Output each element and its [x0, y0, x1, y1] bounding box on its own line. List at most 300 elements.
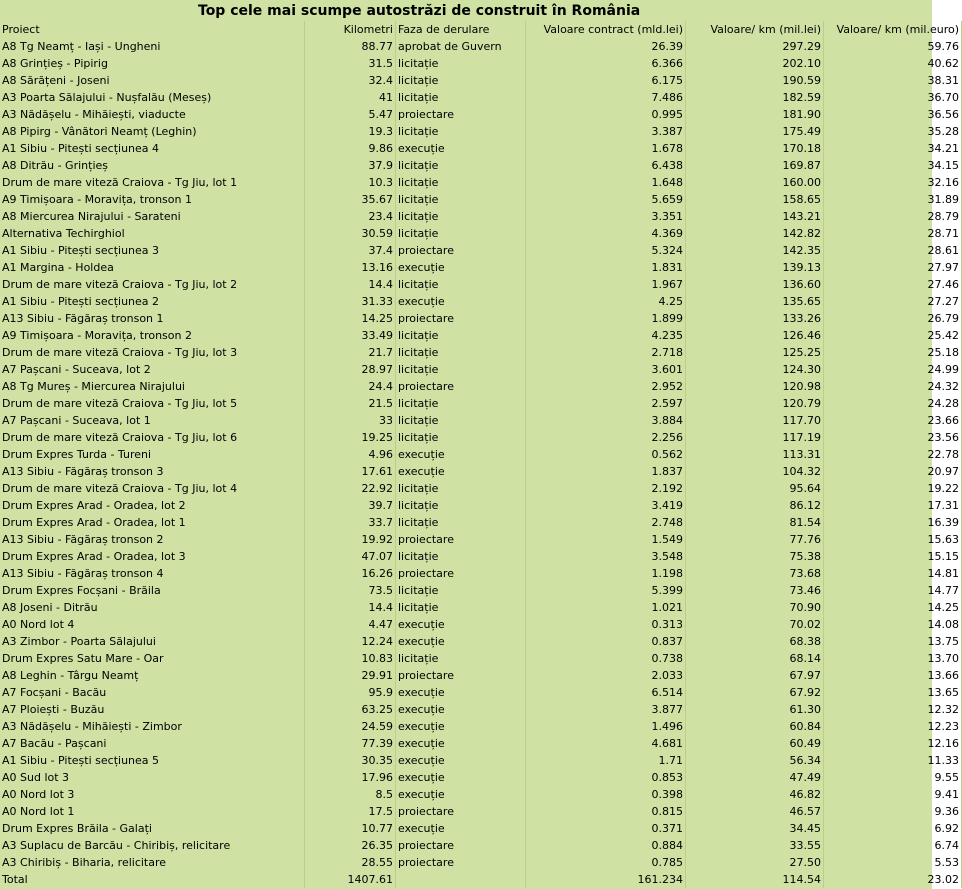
cell-km[interactable]: 10.77	[305, 820, 396, 837]
cell-contract-value[interactable]: 4.25	[526, 293, 686, 310]
cell-project[interactable]: A13 Sibiu - Făgăraș tronson 4	[0, 565, 305, 582]
cell-value-per-km-lei[interactable]: 160.00	[686, 174, 824, 191]
cell-project[interactable]: A0 Nord lot 3	[0, 786, 305, 803]
cell-phase[interactable]: execuție	[396, 820, 526, 837]
cell-phase[interactable]: proiectare	[396, 667, 526, 684]
total-phase[interactable]	[396, 871, 526, 888]
cell-value-per-km-lei[interactable]: 120.98	[686, 378, 824, 395]
cell-km[interactable]: 73.5	[305, 582, 396, 599]
cell-value-per-km-lei[interactable]: 158.65	[686, 191, 824, 208]
cell-phase[interactable]: licitație	[396, 361, 526, 378]
cell-phase[interactable]: execuție	[396, 633, 526, 650]
cell-phase[interactable]: proiectare	[396, 106, 526, 123]
cell-contract-value[interactable]: 0.815	[526, 803, 686, 820]
cell-project[interactable]: A8 Tg Neamț - Iași - Ungheni	[0, 38, 305, 55]
cell-contract-value[interactable]: 3.419	[526, 497, 686, 514]
cell-contract-value[interactable]: 2.256	[526, 429, 686, 446]
cell-value-per-km-lei[interactable]: 133.26	[686, 310, 824, 327]
cell-value-per-km-euro[interactable]: 34.21	[824, 140, 962, 157]
cell-contract-value[interactable]: 7.486	[526, 89, 686, 106]
cell-km[interactable]: 24.4	[305, 378, 396, 395]
cell-value-per-km-lei[interactable]: 67.92	[686, 684, 824, 701]
cell-project[interactable]: A3 Suplacu de Barcău - Chiribiș, relicitare	[0, 837, 305, 854]
cell-project[interactable]: Drum de mare viteză Craiova - Tg Jiu, lot 1	[0, 174, 305, 191]
total-value-per-km-euro[interactable]: 23.02	[824, 871, 962, 888]
cell-contract-value[interactable]: 1.496	[526, 718, 686, 735]
cell-value-per-km-lei[interactable]: 169.87	[686, 157, 824, 174]
cell-value-per-km-lei[interactable]: 46.82	[686, 786, 824, 803]
cell-km[interactable]: 8.5	[305, 786, 396, 803]
cell-phase[interactable]: execuție	[396, 786, 526, 803]
cell-project[interactable]: A8 Leghin - Târgu Neamț	[0, 667, 305, 684]
cell-value-per-km-euro[interactable]: 31.89	[824, 191, 962, 208]
cell-project[interactable]: A9 Timișoara - Moravița, tronson 1	[0, 191, 305, 208]
cell-value-per-km-euro[interactable]: 14.08	[824, 616, 962, 633]
cell-phase[interactable]: proiectare	[396, 854, 526, 871]
cell-contract-value[interactable]: 2.718	[526, 344, 686, 361]
cell-project[interactable]: Drum Expres Focșani - Brăila	[0, 582, 305, 599]
cell-project[interactable]: A3 Poarta Sălajului - Nușfalău (Meseș)	[0, 89, 305, 106]
cell-value-per-km-lei[interactable]: 56.34	[686, 752, 824, 769]
cell-contract-value[interactable]: 1.71	[526, 752, 686, 769]
cell-project[interactable]: A1 Sibiu - Pitești secțiunea 5	[0, 752, 305, 769]
cell-km[interactable]: 22.92	[305, 480, 396, 497]
cell-km[interactable]: 37.4	[305, 242, 396, 259]
cell-km[interactable]: 26.35	[305, 837, 396, 854]
cell-phase[interactable]: proiectare	[396, 531, 526, 548]
cell-value-per-km-lei[interactable]: 67.97	[686, 667, 824, 684]
cell-phase[interactable]: proiectare	[396, 242, 526, 259]
cell-value-per-km-euro[interactable]: 15.63	[824, 531, 962, 548]
cell-contract-value[interactable]: 6.514	[526, 684, 686, 701]
cell-phase[interactable]: proiectare	[396, 310, 526, 327]
cell-phase[interactable]: licitație	[396, 429, 526, 446]
cell-km[interactable]: 77.39	[305, 735, 396, 752]
cell-value-per-km-euro[interactable]: 12.23	[824, 718, 962, 735]
cell-km[interactable]: 5.47	[305, 106, 396, 123]
cell-phase[interactable]: proiectare	[396, 378, 526, 395]
cell-value-per-km-lei[interactable]: 70.90	[686, 599, 824, 616]
cell-value-per-km-euro[interactable]: 13.70	[824, 650, 962, 667]
cell-value-per-km-euro[interactable]: 14.77	[824, 582, 962, 599]
cell-phase[interactable]: licitație	[396, 225, 526, 242]
cell-value-per-km-lei[interactable]: 135.65	[686, 293, 824, 310]
cell-km[interactable]: 4.47	[305, 616, 396, 633]
cell-value-per-km-euro[interactable]: 17.31	[824, 497, 962, 514]
cell-km[interactable]: 31.5	[305, 55, 396, 72]
cell-contract-value[interactable]: 1.198	[526, 565, 686, 582]
cell-project[interactable]: A9 Timișoara - Moravița, tronson 2	[0, 327, 305, 344]
total-value-per-km-lei[interactable]: 114.54	[686, 871, 824, 888]
cell-project[interactable]: A1 Sibiu - Pitești secțiunea 2	[0, 293, 305, 310]
cell-km[interactable]: 29.91	[305, 667, 396, 684]
cell-value-per-km-euro[interactable]: 25.18	[824, 344, 962, 361]
cell-km[interactable]: 16.26	[305, 565, 396, 582]
cell-value-per-km-euro[interactable]: 32.16	[824, 174, 962, 191]
cell-value-per-km-euro[interactable]: 12.16	[824, 735, 962, 752]
cell-phase[interactable]: execuție	[396, 752, 526, 769]
cell-value-per-km-lei[interactable]: 297.29	[686, 38, 824, 55]
cell-value-per-km-lei[interactable]: 182.59	[686, 89, 824, 106]
cell-contract-value[interactable]: 0.313	[526, 616, 686, 633]
cell-value-per-km-lei[interactable]: 139.13	[686, 259, 824, 276]
cell-value-per-km-euro[interactable]: 15.15	[824, 548, 962, 565]
cell-project[interactable]: Drum Expres Brăila - Galați	[0, 820, 305, 837]
cell-value-per-km-lei[interactable]: 113.31	[686, 446, 824, 463]
cell-value-per-km-euro[interactable]: 24.32	[824, 378, 962, 395]
cell-phase[interactable]: licitație	[396, 191, 526, 208]
cell-contract-value[interactable]: 0.785	[526, 854, 686, 871]
cell-contract-value[interactable]: 1.837	[526, 463, 686, 480]
cell-km[interactable]: 28.55	[305, 854, 396, 871]
cell-value-per-km-lei[interactable]: 104.32	[686, 463, 824, 480]
cell-value-per-km-lei[interactable]: 60.49	[686, 735, 824, 752]
cell-value-per-km-euro[interactable]: 16.39	[824, 514, 962, 531]
cell-project[interactable]: Drum Expres Arad - Oradea, lot 3	[0, 548, 305, 565]
cell-value-per-km-euro[interactable]: 36.70	[824, 89, 962, 106]
cell-km[interactable]: 37.9	[305, 157, 396, 174]
cell-contract-value[interactable]: 1.648	[526, 174, 686, 191]
cell-value-per-km-euro[interactable]: 23.56	[824, 429, 962, 446]
cell-value-per-km-lei[interactable]: 181.90	[686, 106, 824, 123]
cell-contract-value[interactable]: 1.899	[526, 310, 686, 327]
cell-project[interactable]: Drum Expres Satu Mare - Oar	[0, 650, 305, 667]
cell-contract-value[interactable]: 3.548	[526, 548, 686, 565]
cell-km[interactable]: 9.86	[305, 140, 396, 157]
cell-value-per-km-euro[interactable]: 6.74	[824, 837, 962, 854]
cell-contract-value[interactable]: 0.837	[526, 633, 686, 650]
cell-value-per-km-euro[interactable]: 36.56	[824, 106, 962, 123]
cell-project[interactable]: A0 Sud lot 3	[0, 769, 305, 786]
cell-value-per-km-lei[interactable]: 125.25	[686, 344, 824, 361]
total-km[interactable]: 1407.61	[305, 871, 396, 888]
cell-km[interactable]: 23.4	[305, 208, 396, 225]
cell-value-per-km-lei[interactable]: 46.57	[686, 803, 824, 820]
cell-km[interactable]: 41	[305, 89, 396, 106]
cell-phase[interactable]: execuție	[396, 684, 526, 701]
cell-value-per-km-lei[interactable]: 136.60	[686, 276, 824, 293]
cell-project[interactable]: A7 Ploiești - Buzău	[0, 701, 305, 718]
cell-km[interactable]: 19.92	[305, 531, 396, 548]
cell-value-per-km-lei[interactable]: 202.10	[686, 55, 824, 72]
cell-phase[interactable]: execuție	[396, 259, 526, 276]
cell-contract-value[interactable]: 3.601	[526, 361, 686, 378]
cell-contract-value[interactable]: 2.192	[526, 480, 686, 497]
cell-project[interactable]: A3 Zimbor - Poarta Sălajului	[0, 633, 305, 650]
cell-project[interactable]: Drum Expres Arad - Oradea, lot 2	[0, 497, 305, 514]
cell-km[interactable]: 33.7	[305, 514, 396, 531]
cell-km[interactable]: 4.96	[305, 446, 396, 463]
cell-value-per-km-euro[interactable]: 24.99	[824, 361, 962, 378]
cell-project[interactable]: Drum de mare viteză Craiova - Tg Jiu, lot 2	[0, 276, 305, 293]
cell-project[interactable]: A3 Nădășelu - Mihăiești - Zimbor	[0, 718, 305, 735]
cell-phase[interactable]: licitație	[396, 650, 526, 667]
cell-contract-value[interactable]: 2.952	[526, 378, 686, 395]
cell-value-per-km-lei[interactable]: 73.46	[686, 582, 824, 599]
total-label[interactable]: Total	[0, 871, 305, 888]
cell-project[interactable]: A7 Pașcani - Suceava, lot 2	[0, 361, 305, 378]
cell-value-per-km-euro[interactable]: 14.25	[824, 599, 962, 616]
cell-value-per-km-lei[interactable]: 143.21	[686, 208, 824, 225]
cell-km[interactable]: 30.59	[305, 225, 396, 242]
cell-phase[interactable]: licitație	[396, 276, 526, 293]
cell-phase[interactable]: licitație	[396, 412, 526, 429]
cell-value-per-km-lei[interactable]: 86.12	[686, 497, 824, 514]
cell-project[interactable]: A7 Pașcani - Suceava, lot 1	[0, 412, 305, 429]
cell-contract-value[interactable]: 6.366	[526, 55, 686, 72]
cell-value-per-km-euro[interactable]: 28.61	[824, 242, 962, 259]
cell-value-per-km-lei[interactable]: 142.82	[686, 225, 824, 242]
cell-value-per-km-lei[interactable]: 68.14	[686, 650, 824, 667]
cell-km[interactable]: 19.3	[305, 123, 396, 140]
cell-value-per-km-euro[interactable]: 27.97	[824, 259, 962, 276]
cell-contract-value[interactable]: 2.033	[526, 667, 686, 684]
cell-contract-value[interactable]: 0.853	[526, 769, 686, 786]
cell-value-per-km-lei[interactable]: 117.70	[686, 412, 824, 429]
cell-value-per-km-euro[interactable]: 38.31	[824, 72, 962, 89]
cell-phase[interactable]: aprobat de Guvern	[396, 38, 526, 55]
cell-km[interactable]: 13.16	[305, 259, 396, 276]
cell-value-per-km-euro[interactable]: 11.33	[824, 752, 962, 769]
cell-phase[interactable]: licitație	[396, 344, 526, 361]
cell-contract-value[interactable]: 1.831	[526, 259, 686, 276]
cell-phase[interactable]: execuție	[396, 735, 526, 752]
cell-contract-value[interactable]: 26.39	[526, 38, 686, 55]
cell-phase[interactable]: licitație	[396, 55, 526, 72]
cell-value-per-km-lei[interactable]: 68.38	[686, 633, 824, 650]
cell-value-per-km-lei[interactable]: 75.38	[686, 548, 824, 565]
cell-value-per-km-lei[interactable]: 95.64	[686, 480, 824, 497]
cell-project[interactable]: A8 Ditrău - Grințieș	[0, 157, 305, 174]
cell-km[interactable]: 95.9	[305, 684, 396, 701]
cell-value-per-km-euro[interactable]: 27.46	[824, 276, 962, 293]
cell-value-per-km-euro[interactable]: 23.66	[824, 412, 962, 429]
cell-value-per-km-lei[interactable]: 170.18	[686, 140, 824, 157]
cell-contract-value[interactable]: 6.438	[526, 157, 686, 174]
cell-contract-value[interactable]: 1.549	[526, 531, 686, 548]
cell-phase[interactable]: licitație	[396, 174, 526, 191]
cell-km[interactable]: 10.3	[305, 174, 396, 191]
cell-contract-value[interactable]: 0.562	[526, 446, 686, 463]
cell-value-per-km-euro[interactable]: 35.28	[824, 123, 962, 140]
cell-phase[interactable]: execuție	[396, 616, 526, 633]
cell-value-per-km-lei[interactable]: 124.30	[686, 361, 824, 378]
cell-project[interactable]: A1 Margina - Holdea	[0, 259, 305, 276]
cell-value-per-km-euro[interactable]: 24.28	[824, 395, 962, 412]
cell-value-per-km-euro[interactable]: 13.65	[824, 684, 962, 701]
cell-phase[interactable]: licitație	[396, 157, 526, 174]
cell-phase[interactable]: licitație	[396, 497, 526, 514]
cell-value-per-km-euro[interactable]: 25.42	[824, 327, 962, 344]
cell-value-per-km-lei[interactable]: 117.19	[686, 429, 824, 446]
cell-value-per-km-euro[interactable]: 6.92	[824, 820, 962, 837]
cell-km[interactable]: 14.4	[305, 599, 396, 616]
cell-value-per-km-euro[interactable]: 9.36	[824, 803, 962, 820]
cell-project[interactable]: A8 Pipirg - Vânători Neamț (Leghin)	[0, 123, 305, 140]
column-header-value-per-km-lei[interactable]: Valoare/ km (mil.lei)	[686, 21, 824, 38]
cell-value-per-km-euro[interactable]: 40.62	[824, 55, 962, 72]
cell-contract-value[interactable]: 1.678	[526, 140, 686, 157]
cell-project[interactable]: Alternativa Techirghiol	[0, 225, 305, 242]
cell-phase[interactable]: execuție	[396, 140, 526, 157]
cell-project[interactable]: A7 Bacău - Pașcani	[0, 735, 305, 752]
cell-project[interactable]: A13 Sibiu - Făgăraș tronson 1	[0, 310, 305, 327]
cell-value-per-km-lei[interactable]: 34.45	[686, 820, 824, 837]
cell-phase[interactable]: licitație	[396, 599, 526, 616]
cell-contract-value[interactable]: 1.021	[526, 599, 686, 616]
cell-phase[interactable]: licitație	[396, 514, 526, 531]
cell-phase[interactable]: proiectare	[396, 803, 526, 820]
cell-km[interactable]: 21.7	[305, 344, 396, 361]
cell-phase[interactable]: execuție	[396, 769, 526, 786]
cell-km[interactable]: 47.07	[305, 548, 396, 565]
cell-km[interactable]: 10.83	[305, 650, 396, 667]
cell-km[interactable]: 63.25	[305, 701, 396, 718]
cell-contract-value[interactable]: 0.884	[526, 837, 686, 854]
cell-phase[interactable]: licitație	[396, 123, 526, 140]
cell-phase[interactable]: licitație	[396, 582, 526, 599]
cell-value-per-km-euro[interactable]: 28.79	[824, 208, 962, 225]
cell-project[interactable]: A0 Nord lot 1	[0, 803, 305, 820]
cell-project[interactable]: A1 Sibiu - Pitești secțiunea 4	[0, 140, 305, 157]
cell-km[interactable]: 21.5	[305, 395, 396, 412]
cell-contract-value[interactable]: 3.387	[526, 123, 686, 140]
cell-phase[interactable]: licitație	[396, 548, 526, 565]
cell-contract-value[interactable]: 0.995	[526, 106, 686, 123]
cell-value-per-km-lei[interactable]: 190.59	[686, 72, 824, 89]
cell-km[interactable]: 14.4	[305, 276, 396, 293]
cell-value-per-km-euro[interactable]: 22.78	[824, 446, 962, 463]
cell-km[interactable]: 33.49	[305, 327, 396, 344]
cell-contract-value[interactable]: 6.175	[526, 72, 686, 89]
cell-km[interactable]: 88.77	[305, 38, 396, 55]
cell-value-per-km-euro[interactable]: 19.22	[824, 480, 962, 497]
cell-project[interactable]: A13 Sibiu - Făgăraș tronson 2	[0, 531, 305, 548]
cell-value-per-km-lei[interactable]: 120.79	[686, 395, 824, 412]
cell-project[interactable]: A0 Nord lot 4	[0, 616, 305, 633]
cell-project[interactable]: A3 Chiribiș - Biharia, relicitare	[0, 854, 305, 871]
cell-contract-value[interactable]: 3.884	[526, 412, 686, 429]
cell-value-per-km-euro[interactable]: 28.71	[824, 225, 962, 242]
cell-value-per-km-lei[interactable]: 142.35	[686, 242, 824, 259]
cell-contract-value[interactable]: 3.351	[526, 208, 686, 225]
cell-value-per-km-lei[interactable]: 70.02	[686, 616, 824, 633]
cell-project[interactable]: A8 Miercurea Nirajului - Sarateni	[0, 208, 305, 225]
cell-contract-value[interactable]: 4.681	[526, 735, 686, 752]
cell-value-per-km-euro[interactable]: 5.53	[824, 854, 962, 871]
cell-km[interactable]: 31.33	[305, 293, 396, 310]
column-header-value-per-km-euro[interactable]: Valoare/ km (mil.euro)	[824, 21, 962, 38]
cell-value-per-km-euro[interactable]: 27.27	[824, 293, 962, 310]
cell-contract-value[interactable]: 5.659	[526, 191, 686, 208]
cell-km[interactable]: 35.67	[305, 191, 396, 208]
cell-km[interactable]: 28.97	[305, 361, 396, 378]
cell-value-per-km-euro[interactable]: 9.55	[824, 769, 962, 786]
cell-phase[interactable]: licitație	[396, 327, 526, 344]
cell-value-per-km-lei[interactable]: 73.68	[686, 565, 824, 582]
cell-project[interactable]: A13 Sibiu - Făgăraș tronson 3	[0, 463, 305, 480]
cell-km[interactable]: 14.25	[305, 310, 396, 327]
cell-contract-value[interactable]: 2.597	[526, 395, 686, 412]
cell-value-per-km-lei[interactable]: 175.49	[686, 123, 824, 140]
cell-contract-value[interactable]: 5.399	[526, 582, 686, 599]
cell-phase[interactable]: execuție	[396, 293, 526, 310]
cell-project[interactable]: Drum Expres Turda - Tureni	[0, 446, 305, 463]
cell-value-per-km-euro[interactable]: 14.81	[824, 565, 962, 582]
cell-km[interactable]: 17.5	[305, 803, 396, 820]
cell-value-per-km-euro[interactable]: 13.75	[824, 633, 962, 650]
cell-km[interactable]: 30.35	[305, 752, 396, 769]
cell-project[interactable]: A7 Focșani - Bacău	[0, 684, 305, 701]
cell-phase[interactable]: execuție	[396, 701, 526, 718]
cell-value-per-km-euro[interactable]: 13.66	[824, 667, 962, 684]
cell-phase[interactable]: execuție	[396, 463, 526, 480]
cell-project[interactable]: Drum de mare viteză Craiova - Tg Jiu, lot 6	[0, 429, 305, 446]
cell-km[interactable]: 12.24	[305, 633, 396, 650]
cell-contract-value[interactable]: 1.967	[526, 276, 686, 293]
cell-km[interactable]: 33	[305, 412, 396, 429]
column-header-contract-value[interactable]: Valoare contract (mld.lei)	[526, 21, 686, 38]
cell-phase[interactable]: proiectare	[396, 565, 526, 582]
cell-value-per-km-lei[interactable]: 77.76	[686, 531, 824, 548]
cell-phase[interactable]: licitație	[396, 72, 526, 89]
cell-value-per-km-lei[interactable]: 126.46	[686, 327, 824, 344]
cell-project[interactable]: Drum de mare viteză Craiova - Tg Jiu, lot 4	[0, 480, 305, 497]
cell-contract-value[interactable]: 5.324	[526, 242, 686, 259]
cell-contract-value[interactable]: 0.398	[526, 786, 686, 803]
cell-phase[interactable]: execuție	[396, 718, 526, 735]
cell-phase[interactable]: licitație	[396, 395, 526, 412]
cell-km[interactable]: 32.4	[305, 72, 396, 89]
cell-project[interactable]: A3 Nădășelu - Mihăiești, viaducte	[0, 106, 305, 123]
cell-km[interactable]: 17.96	[305, 769, 396, 786]
cell-project[interactable]: A8 Sărățeni - Joseni	[0, 72, 305, 89]
cell-contract-value[interactable]: 3.877	[526, 701, 686, 718]
cell-value-per-km-euro[interactable]: 12.32	[824, 701, 962, 718]
cell-value-per-km-lei[interactable]: 81.54	[686, 514, 824, 531]
cell-contract-value[interactable]: 4.235	[526, 327, 686, 344]
column-header-phase[interactable]: Faza de derulare	[396, 21, 526, 38]
cell-project[interactable]: Drum Expres Arad - Oradea, lot 1	[0, 514, 305, 531]
cell-phase[interactable]: execuție	[396, 446, 526, 463]
cell-value-per-km-lei[interactable]: 60.84	[686, 718, 824, 735]
cell-km[interactable]: 39.7	[305, 497, 396, 514]
cell-value-per-km-euro[interactable]: 9.41	[824, 786, 962, 803]
cell-contract-value[interactable]: 2.748	[526, 514, 686, 531]
cell-phase[interactable]: licitație	[396, 208, 526, 225]
cell-value-per-km-lei[interactable]: 27.50	[686, 854, 824, 871]
cell-project[interactable]: Drum de mare viteză Craiova - Tg Jiu, lot 5	[0, 395, 305, 412]
cell-project[interactable]: A1 Sibiu - Pitești secțiunea 3	[0, 242, 305, 259]
cell-value-per-km-lei[interactable]: 33.55	[686, 837, 824, 854]
cell-project[interactable]: A8 Tg Mureș - Miercurea Nirajului	[0, 378, 305, 395]
column-header-project[interactable]: Proiect	[0, 21, 305, 38]
cell-phase[interactable]: proiectare	[396, 837, 526, 854]
cell-km[interactable]: 24.59	[305, 718, 396, 735]
cell-phase[interactable]: licitație	[396, 89, 526, 106]
cell-value-per-km-euro[interactable]: 20.97	[824, 463, 962, 480]
cell-value-per-km-euro[interactable]: 26.79	[824, 310, 962, 327]
cell-value-per-km-lei[interactable]: 61.30	[686, 701, 824, 718]
cell-km[interactable]: 19.25	[305, 429, 396, 446]
cell-value-per-km-lei[interactable]: 47.49	[686, 769, 824, 786]
column-header-km[interactable]: Kilometri	[305, 21, 396, 38]
total-contract-value[interactable]: 161.234	[526, 871, 686, 888]
cell-value-per-km-euro[interactable]: 34.15	[824, 157, 962, 174]
cell-contract-value[interactable]: 0.371	[526, 820, 686, 837]
cell-project[interactable]: Drum de mare viteză Craiova - Tg Jiu, lot 3	[0, 344, 305, 361]
cell-km[interactable]: 17.61	[305, 463, 396, 480]
